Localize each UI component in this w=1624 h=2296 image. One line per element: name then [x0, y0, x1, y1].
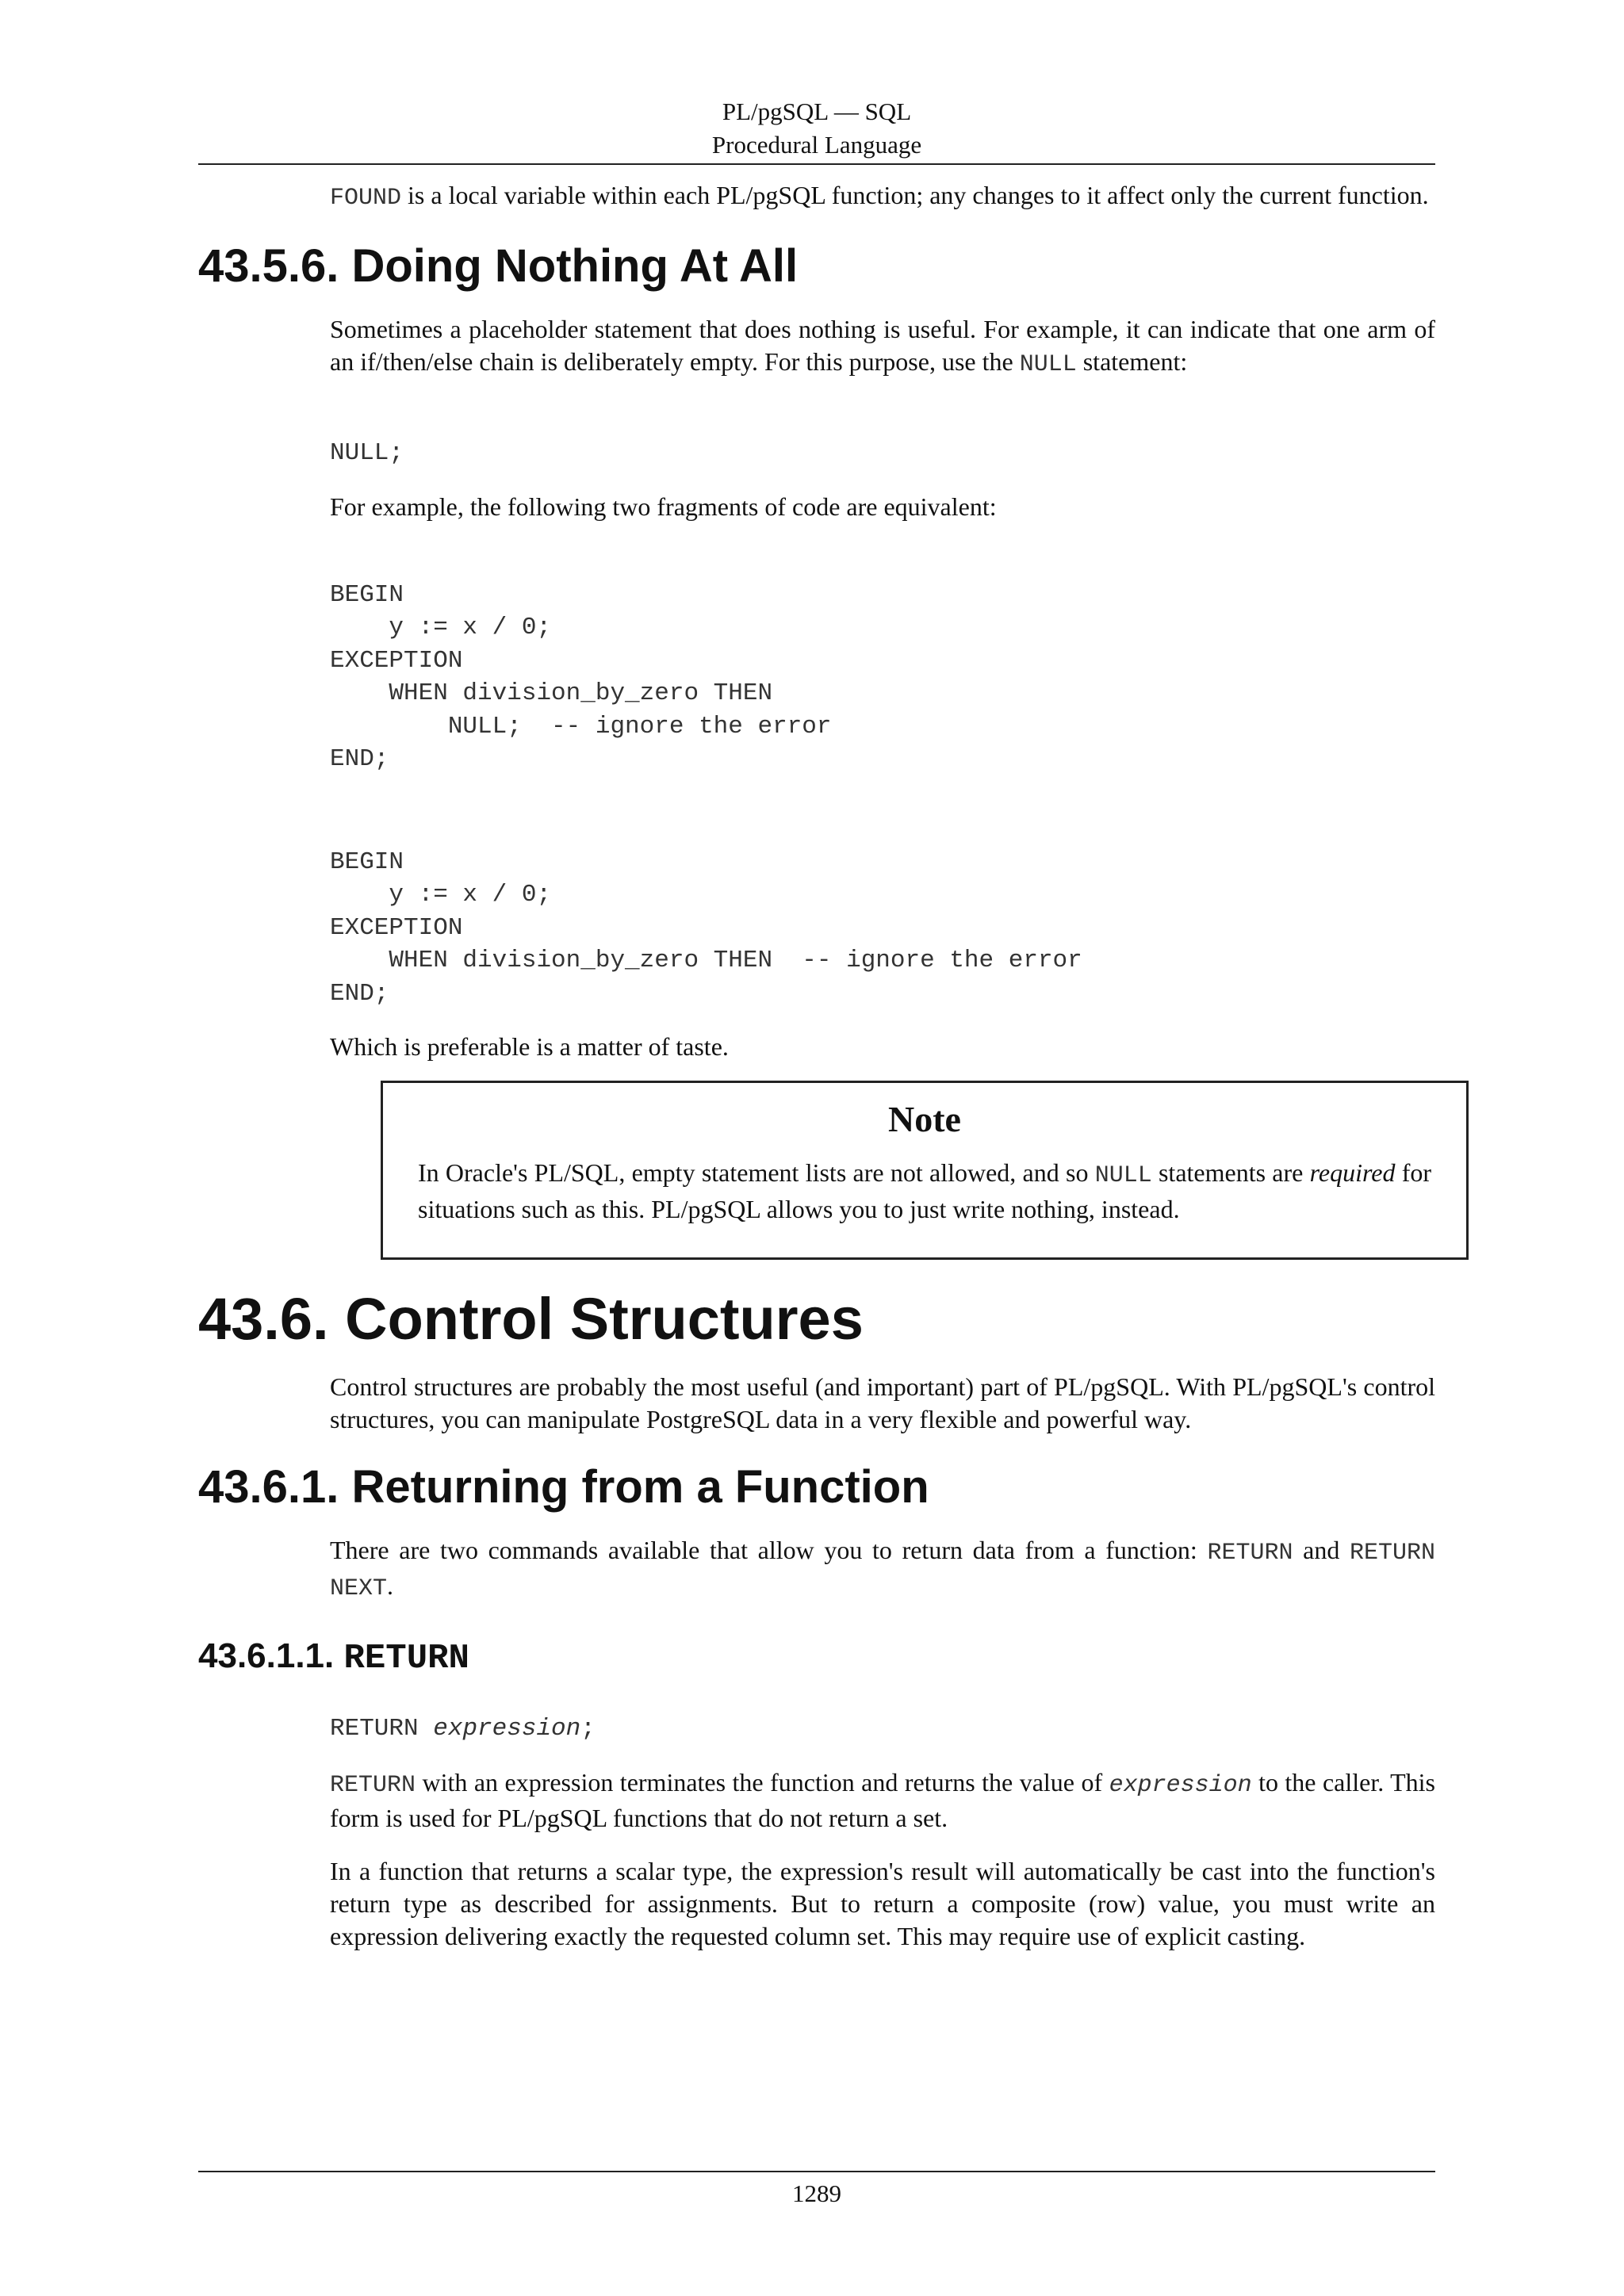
- code-return: RETURN: [330, 1771, 416, 1799]
- para-text: There are two commands available that allow you to return data from a function:: [330, 1536, 1208, 1564]
- paragraph-taste: Which is preferable is a matter of taste.: [330, 1032, 729, 1061]
- para-text: .: [387, 1571, 394, 1600]
- intro-paragraph: [330, 179, 1435, 215]
- paragraph-scalar-type: In a function that returns a scalar type, the expression's result will automatically be cast into the function's return type as described for assignments. But to return a composite (row) value, you must write an expression delivering exactly the requested column set. This may require use of explicit casting.: [330, 1856, 1435, 1950]
- para-text: and: [1293, 1536, 1350, 1564]
- para-text: with an expression terminates the function and returns the value of: [416, 1767, 1109, 1797]
- header-line-2: Procedural Language: [711, 131, 922, 159]
- heading-43-6-1-1: [198, 1634, 1435, 1681]
- para-text: to the caller. This form is used for PL/pgSQL functions that do not return a set.: [330, 1767, 1436, 1832]
- heading-43-6: 43.6. Control Structures: [198, 1286, 864, 1352]
- paragraph-placeholder-statement: [330, 313, 1435, 381]
- code-null: NULL: [1019, 351, 1077, 378]
- code-block-null: NULL;: [330, 439, 404, 467]
- code-keyword: RETURN: [330, 1715, 434, 1743]
- code-semicolon: ;: [580, 1715, 596, 1743]
- code-expression: expression: [1109, 1771, 1252, 1799]
- paragraph-equivalent: For example, the following two fragments of code are equivalent:: [330, 492, 997, 521]
- heading-code-return: RETURN: [343, 1639, 469, 1678]
- header-rule: [198, 163, 1435, 165]
- code-block-return: [330, 1712, 1435, 1746]
- page-content: [198, 179, 1435, 1953]
- code-null: NULL: [1094, 1162, 1152, 1189]
- paragraph-two-commands: [330, 1534, 1435, 1605]
- note-text-part: statements are: [1151, 1158, 1310, 1187]
- para-text: statement:: [1076, 347, 1188, 376]
- code-block-fragment-2: BEGIN y := x / 0; EXCEPTION WHEN division_by_zero THEN -- ignore the error END;: [330, 848, 1082, 1008]
- heading-number: 43.6.1.1.: [198, 1636, 344, 1675]
- code-return-next: RETURN NEXT: [330, 1540, 1436, 1602]
- code-return: RETURN: [1207, 1540, 1293, 1567]
- code-found: FOUND: [330, 185, 402, 212]
- page-number: 1289: [792, 2179, 841, 2207]
- header-line-1: PL/pgSQL — SQL: [722, 98, 912, 125]
- note-emphasis: required: [1309, 1158, 1396, 1187]
- paragraph-return-expression: [330, 1766, 1435, 1835]
- note-text-part: for situations such as this. PL/pgSQL allows you to just write nothing, instead.: [418, 1158, 1432, 1223]
- paragraph-control-structures: Control structures are probably the most useful (and important) part of PL/pgSQL. With PL/pgSQL's control structures, you can manipulate PostgreSQL data in a very flexible and powerful way.: [330, 1372, 1435, 1433]
- para-text: Sometimes a placeholder statement that does nothing is useful. For example, it can indicate that one arm of an if/then/else chain is deliberately empty. For this purpose, use the: [330, 315, 1435, 376]
- note-title: Note: [888, 1099, 961, 1139]
- note-text-part: In Oracle's PL/SQL, empty statement lists are not allowed, and so: [418, 1158, 1095, 1187]
- heading-43-6-1: 43.6.1. Returning from a Function: [198, 1461, 929, 1513]
- code-placeholder: expression: [433, 1715, 581, 1743]
- code-block-fragment-1: BEGIN y := x / 0; EXCEPTION WHEN division_by_zero THEN NULL; -- ignore the error END;: [330, 580, 832, 773]
- heading-43-5-6: 43.5.6. Doing Nothing At All: [198, 240, 799, 292]
- running-header: [198, 95, 1435, 162]
- intro-text: is a local variable within each PL/pgSQL function; any changes to it affect only the current function.: [401, 181, 1429, 209]
- note-box: [381, 1081, 1469, 1260]
- footer-rule: [198, 2171, 1435, 2172]
- note-text: [418, 1156, 1431, 1226]
